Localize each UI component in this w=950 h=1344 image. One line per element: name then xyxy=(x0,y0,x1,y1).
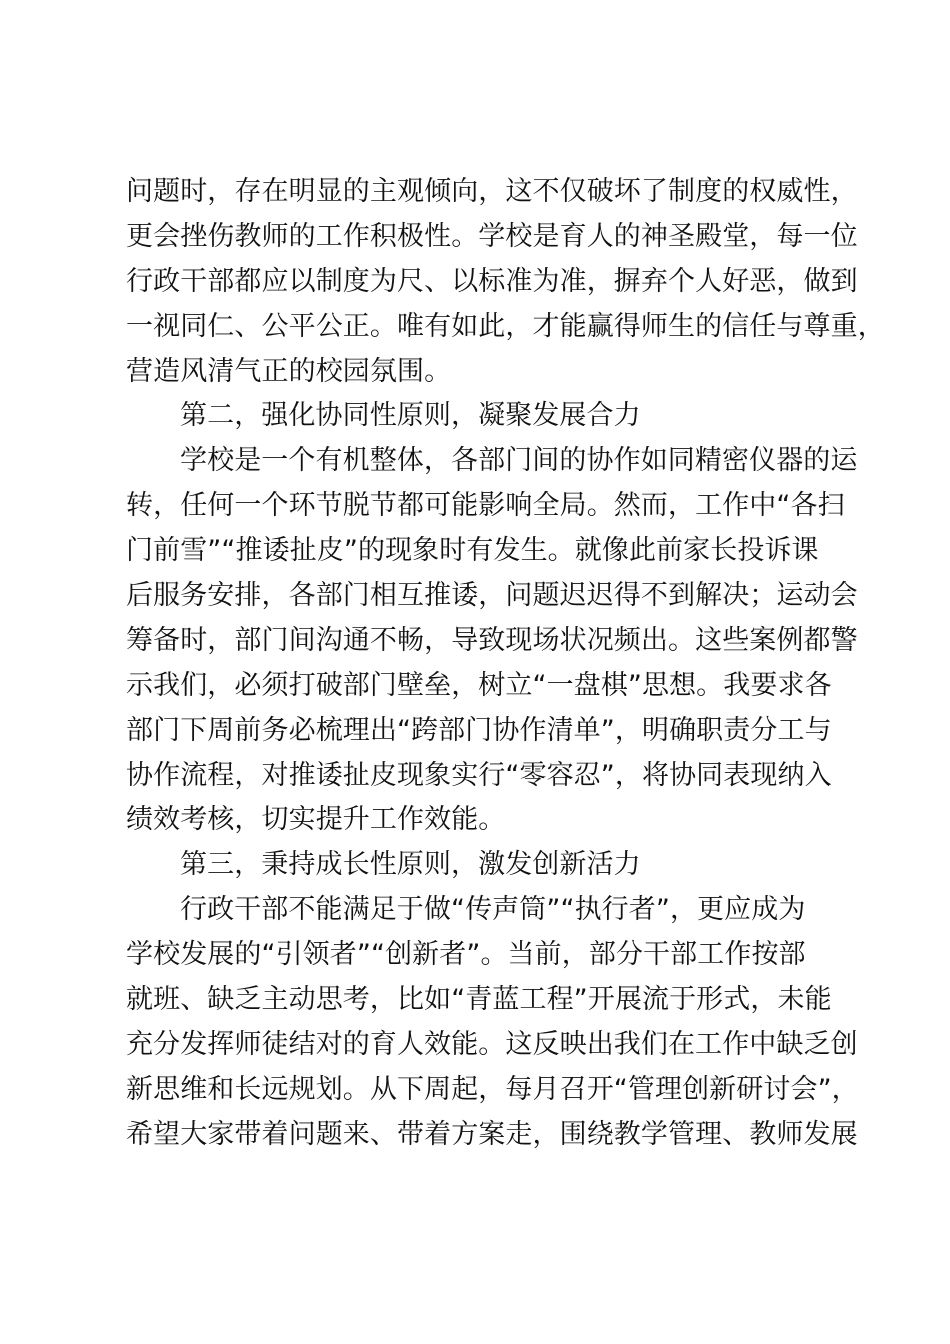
paragraph-first-line: 第三，秉持成长性原则，激发创新活力 xyxy=(180,849,641,881)
text-line: 就班、缺乏主动思考，比如“青蓝工程”开展流于形式，未能 xyxy=(126,984,832,1016)
paragraph-first-line: 学校是一个有机整体，各部门间的协作如同精密仪器的运 xyxy=(180,445,858,477)
text-line: 更会挫伤教师的工作积极性。学校是育人的神圣殿堂，每一位 xyxy=(126,220,858,252)
text-line: 希望大家带着问题来、带着方案走，围绕教学管理、教师发展 xyxy=(126,1118,858,1150)
text-line: 绩效考核，切实提升工作效能。 xyxy=(126,804,506,836)
text-line: 协作流程，对推诿扯皮现象实行“零容忍”，将协同表现纳入 xyxy=(126,759,832,791)
text-line: 转，任何一个环节脱节都可能影响全局。然而，工作中“各扫 xyxy=(126,490,845,522)
text-line: 营造风清气正的校园氛围。 xyxy=(126,355,452,387)
text-line: 一视同仁、公平公正。唯有如此，才能赢得师生的信任与尊重， xyxy=(126,310,885,342)
text-line: 行政干部都应以制度为尺、以标准为准，摒弃个人好恶，做到 xyxy=(126,265,858,297)
text-line: 门前雪”“推诿扯皮”的现象时有发生。就像此前家长投诉课 xyxy=(126,535,819,567)
text-line: 部门下周前务必梳理出“跨部门协作清单”，明确职责分工与 xyxy=(126,714,832,746)
text-line: 问题时，存在明显的主观倾向，这不仅破坏了制度的权威性， xyxy=(126,176,858,207)
text-line: 后服务安排，各部门相互推诿，问题迟迟得不到解决；运动会 xyxy=(126,580,858,612)
text-line: 新思维和长远规划。从下周起，每月召开“管理创新研讨会”， xyxy=(126,1073,859,1105)
paragraph-first-line: 行政干部不能满足于做“传声筒”“执行者”，更应成为 xyxy=(180,894,806,926)
paragraph-first-line: 第二，强化协同性原则，凝聚发展合力 xyxy=(180,400,641,432)
text-line: 筹备时，部门间沟通不畅，导致现场状况频出。这些案例都警 xyxy=(126,624,858,656)
text-line: 学校发展的“引领者”“创新者”。当前，部分干部工作按部 xyxy=(126,939,806,971)
body-text xyxy=(126,170,885,1158)
text-line: 充分发挥师徒结对的育人效能。这反映出我们在工作中缺乏创 xyxy=(126,1028,858,1060)
text-line: 示我们，必须打破部门壁垒，树立“一盘棋”思想。我要求各 xyxy=(126,669,832,701)
